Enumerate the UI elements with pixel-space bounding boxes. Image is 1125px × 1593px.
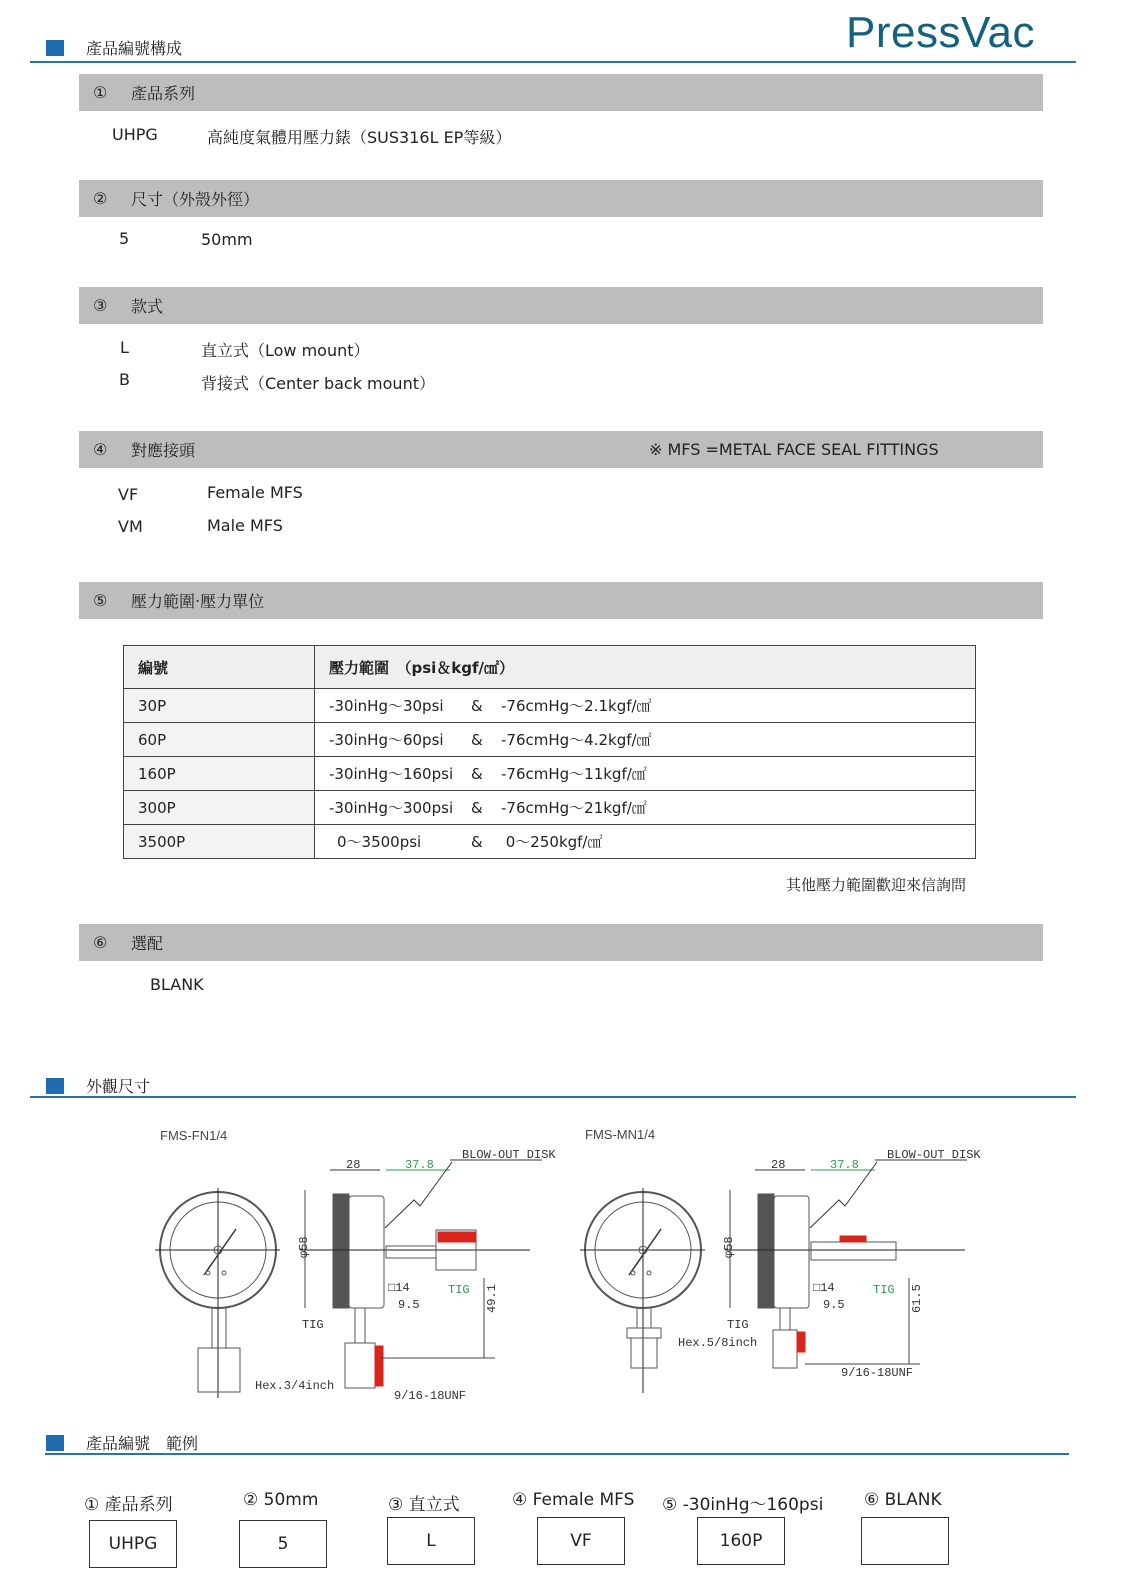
section-title-dimensions (46, 1074, 150, 1097)
table-row (124, 689, 976, 723)
brand-logo: PressVac (846, 8, 1036, 57)
range-kgf: -76cmHg～2.1kgf/㎠ (501, 697, 652, 715)
range-kgf: -76cmHg～4.2kgf/㎠ (501, 731, 652, 749)
cell-code: 60P (124, 723, 315, 757)
dim-height: 61.5 (910, 1284, 924, 1313)
option-code: UHPG (112, 125, 158, 144)
option-desc: Male MFS (207, 516, 283, 535)
example-label: ② 50mm (243, 1490, 319, 1510)
gauge-front-view (580, 1188, 705, 1393)
example-box: VF (537, 1517, 625, 1565)
cell-code: 30P (124, 689, 315, 723)
drawing-male-mfs (575, 1118, 995, 1408)
header-code: 編號 (124, 646, 315, 689)
group-header-option (79, 924, 1043, 961)
group-number: ① (93, 83, 108, 102)
range-psi: -30inHg～30psi (329, 697, 444, 715)
range-amp: & (471, 833, 483, 851)
example-box: 5 (239, 1520, 327, 1568)
dim-height: 49.1 (485, 1284, 499, 1313)
group-header-mount (79, 287, 1043, 324)
section-divider (30, 1096, 1076, 1098)
group-title: 選配 (131, 934, 164, 953)
example-label: ① 產品系列 (84, 1495, 173, 1515)
dim-fitting: 37.8 (405, 1158, 434, 1172)
section-marker-icon (46, 40, 64, 56)
pressure-range-table (123, 645, 976, 859)
range-kgf: 0～250kgf/㎠ (501, 833, 603, 851)
drawing-model-label: FMS-FN1/4 (160, 1128, 228, 1143)
dim-diameter: φ58 (297, 1236, 311, 1258)
dim-square: □14 (813, 1281, 835, 1295)
cell-range (315, 689, 976, 723)
example-box: L (387, 1517, 475, 1565)
example-box: 160P (697, 1517, 785, 1565)
group-number: ③ (93, 296, 108, 315)
drawing-model-label: FMS-MN1/4 (585, 1127, 656, 1142)
hex-label: Hex.5/8inch (678, 1336, 758, 1350)
group-number: ⑤ (93, 591, 108, 610)
group-number: ④ (93, 440, 108, 459)
range-kgf: -76cmHg～11kgf/㎠ (501, 765, 647, 783)
dim-offset: 9.5 (823, 1298, 845, 1312)
table-header-row (124, 646, 976, 689)
gauge-front-view (155, 1188, 280, 1398)
group-number: ⑥ (93, 933, 108, 952)
thread-label: 9/16-18UNF (394, 1389, 467, 1403)
table-row (124, 723, 976, 757)
option-code: VM (118, 517, 143, 536)
example-label: ⑤ -30inHg～160psi (662, 1495, 824, 1515)
group-title: 尺寸（外殼外徑） (131, 190, 260, 209)
pressure-footnote: 其他壓力範圍歡迎來信詢問 (786, 876, 967, 894)
table-row (124, 791, 976, 825)
blowout-label: BLOW-OUT DISK (887, 1148, 981, 1162)
group-title: 款式 (131, 297, 164, 316)
cell-code: 3500P (124, 825, 315, 859)
group-number: ② (93, 189, 108, 208)
cell-code: 300P (124, 791, 315, 825)
option-code: BLANK (150, 975, 204, 994)
dim-diameter: φ58 (722, 1236, 736, 1258)
example-label: ⑥ BLANK (864, 1490, 942, 1510)
thread-label: 9/16-18UNF (841, 1366, 914, 1380)
range-amp: & (471, 799, 483, 817)
section-divider (45, 1453, 1069, 1455)
dim-fitting: 37.8 (830, 1158, 859, 1172)
group-title: 對應接頭 (131, 441, 196, 460)
section-divider (30, 61, 1076, 63)
range-amp: & (471, 765, 483, 783)
option-code: B (119, 370, 130, 389)
range-psi: -30inHg～300psi (329, 799, 454, 817)
dim-depth: 28 (771, 1158, 786, 1172)
cell-code: 160P (124, 757, 315, 791)
option-code: 5 (119, 229, 130, 248)
range-amp: & (471, 731, 483, 749)
group-title: 壓力範圍‧壓力單位 (131, 592, 265, 611)
dim-offset: 9.5 (398, 1298, 420, 1312)
option-row (112, 125, 158, 144)
option-code: L (120, 338, 129, 357)
range-kgf: -76cmHg～21kgf/㎠ (501, 799, 647, 817)
group-header-fitting (79, 431, 1043, 468)
mfs-note: ※ MFS =METAL FACE SEAL FITTINGS (649, 440, 939, 459)
section-title-text: 產品編號構成 (86, 39, 183, 58)
option-desc: 背接式（Center back mount） (201, 374, 435, 393)
group-header-series (79, 74, 1043, 111)
section-marker-icon (46, 1078, 64, 1094)
section-title-text: 產品編號 範例 (86, 1434, 199, 1453)
cell-range (315, 825, 976, 859)
section-title-text: 外觀尺寸 (86, 1077, 151, 1096)
section-title-code-structure (46, 36, 182, 59)
table-row (124, 825, 976, 859)
option-desc: 50mm (201, 230, 253, 249)
dim-square: □14 (388, 1281, 410, 1295)
range-psi: -30inHg～160psi (329, 765, 454, 783)
range-psi: 0～3500psi (337, 833, 422, 851)
option-desc: 直立式（Low mount） (201, 341, 370, 360)
cell-range (315, 723, 976, 757)
example-label: ④ Female MFS (512, 1490, 635, 1510)
section-title-example (46, 1431, 198, 1454)
example-box (861, 1517, 949, 1565)
group-title: 產品系列 (131, 84, 196, 103)
option-desc: 高純度氣體用壓力錶（SUS316L EP等級） (207, 128, 512, 147)
hex-label: Hex.3/4inch (255, 1379, 335, 1393)
group-header-size (79, 180, 1043, 217)
tig-label: TIG (873, 1283, 895, 1297)
header-range: 壓力範圍 （psi＆kgf/㎠） (315, 646, 976, 689)
tig-label: TIG (302, 1318, 324, 1332)
drawing-female-mfs (150, 1118, 570, 1408)
range-psi: -30inHg～60psi (329, 731, 444, 749)
cell-range (315, 791, 976, 825)
blowout-label: BLOW-OUT DISK (462, 1148, 556, 1162)
option-desc: Female MFS (207, 483, 303, 502)
tig-label: TIG (448, 1283, 470, 1297)
cell-range (315, 757, 976, 791)
section-marker-icon (46, 1435, 64, 1451)
range-amp: & (471, 697, 483, 715)
dim-depth: 28 (346, 1158, 361, 1172)
gauge-side-view (725, 1190, 965, 1368)
example-label: ③ 直立式 (388, 1495, 460, 1515)
option-code: VF (118, 485, 139, 504)
example-box: UHPG (89, 1520, 177, 1568)
group-header-pressure (79, 582, 1043, 619)
tig-label: TIG (727, 1318, 749, 1332)
table-row (124, 757, 976, 791)
